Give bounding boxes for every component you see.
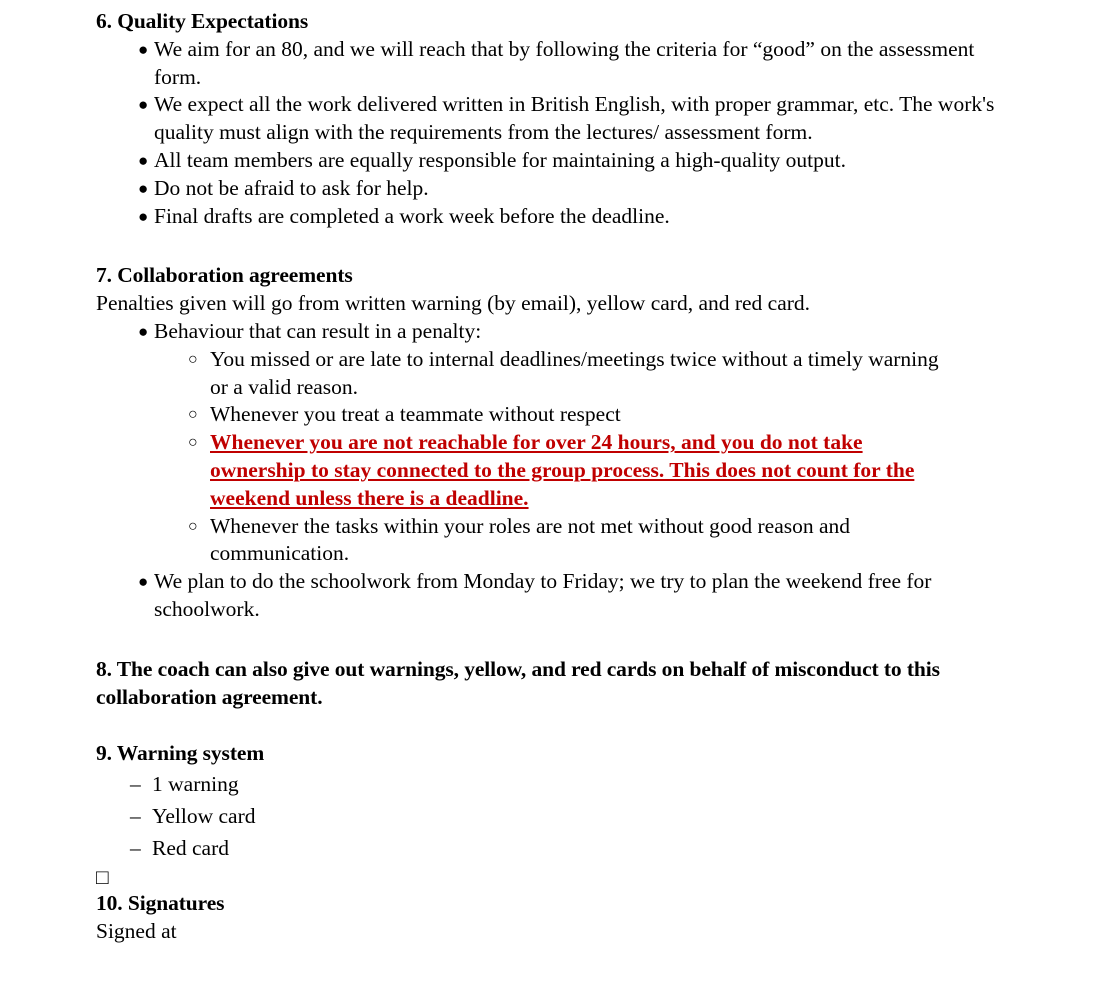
list-item (96, 36, 996, 92)
bullet-hollow-icon: ○ (188, 434, 198, 452)
list-item (154, 346, 954, 402)
bullet-filled-icon: ● (138, 572, 149, 592)
list-item-label: Whenever the tasks within your roles are not met without good reason and communication. (210, 513, 851, 566)
section-spacer (96, 230, 996, 262)
section-6-bullet-list (96, 36, 996, 231)
section-10-heading: 10. Signatures (96, 891, 225, 916)
section-9-heading: 9. Warning system (96, 741, 265, 766)
section-7-heading: 7. Collaboration agreements (96, 263, 353, 288)
dash-icon: – (130, 772, 141, 797)
list-item-label: Whenever you are not reachable for over 24 hours, and you do not take ownership to stay connected to the group process. This does not count for the weekend unless there is a deadline. (210, 430, 915, 510)
document-body (96, 8, 996, 946)
list-item (96, 568, 996, 624)
bullet-filled-icon: ● (138, 206, 149, 226)
list-item-label: You missed or are late to internal deadlines/meetings twice without a timely warning or a valid reason. (210, 346, 939, 399)
list-item (96, 147, 996, 175)
section-7-bullet-list (96, 318, 996, 624)
section-spacer (96, 711, 996, 740)
list-item-highlighted (154, 429, 954, 512)
empty-checkbox-icon: □ (96, 865, 109, 890)
bullet-hollow-icon: ○ (188, 350, 198, 368)
list-item-label: Behaviour that can result in a penalty: (154, 318, 482, 343)
list-item (96, 832, 996, 864)
list-item (96, 768, 996, 800)
bullet-filled-icon: ● (138, 150, 149, 170)
list-item (96, 175, 996, 203)
list-item (154, 401, 954, 429)
list-item-label: Red card (152, 836, 230, 861)
warning-system-list (96, 768, 996, 864)
list-item (96, 318, 996, 568)
section-7-intro: Penalties given will go from written warning (by email), yellow card, and red card. (96, 291, 811, 316)
list-item-label: We aim for an 80, and we will reach that by following the criteria for “good” on the assessment form. (154, 36, 975, 89)
bullet-filled-icon: ● (138, 39, 149, 59)
list-item-label: We plan to do the schoolwork from Monday to Friday; we try to plan the weekend free for schoolwork. (154, 569, 932, 621)
bullet-filled-icon: ● (138, 178, 149, 198)
penalty-behaviour-sublist (154, 346, 954, 568)
dash-icon: – (130, 804, 141, 829)
section-8-heading: 8. The coach can also give out warnings, yellow, and red cards on behalf of misconduct to this collaboration agreement. (96, 656, 940, 709)
bullet-filled-icon: ● (138, 95, 149, 115)
signed-at-label: Signed at (96, 918, 177, 943)
list-item (154, 513, 954, 569)
bullet-hollow-icon: ○ (188, 517, 198, 535)
list-item-label: Final drafts are completed a work week before the deadline. (154, 203, 670, 228)
list-item-label: All team members are equally responsible for maintaining a high-quality output. (154, 147, 846, 172)
list-item-label: We expect all the work delivered written in British English, with proper grammar, etc. The work's quality must align with the requirements from the lectures/ assessment form. (154, 92, 995, 145)
bullet-filled-icon: ● (138, 321, 149, 341)
dash-icon: – (130, 836, 141, 861)
section-spacer (96, 624, 996, 656)
list-item-label: Do not be afraid to ask for help. (154, 175, 429, 200)
list-item-label: Whenever you treat a teammate without respect (210, 402, 621, 427)
list-item-label: Yellow card (152, 804, 256, 829)
list-item (96, 800, 996, 832)
list-item (96, 203, 996, 231)
list-item (96, 91, 996, 147)
list-item-label: 1 warning (152, 772, 239, 797)
section-6-heading: 6. Quality Expectations (96, 9, 309, 33)
bullet-hollow-icon: ○ (188, 406, 198, 424)
